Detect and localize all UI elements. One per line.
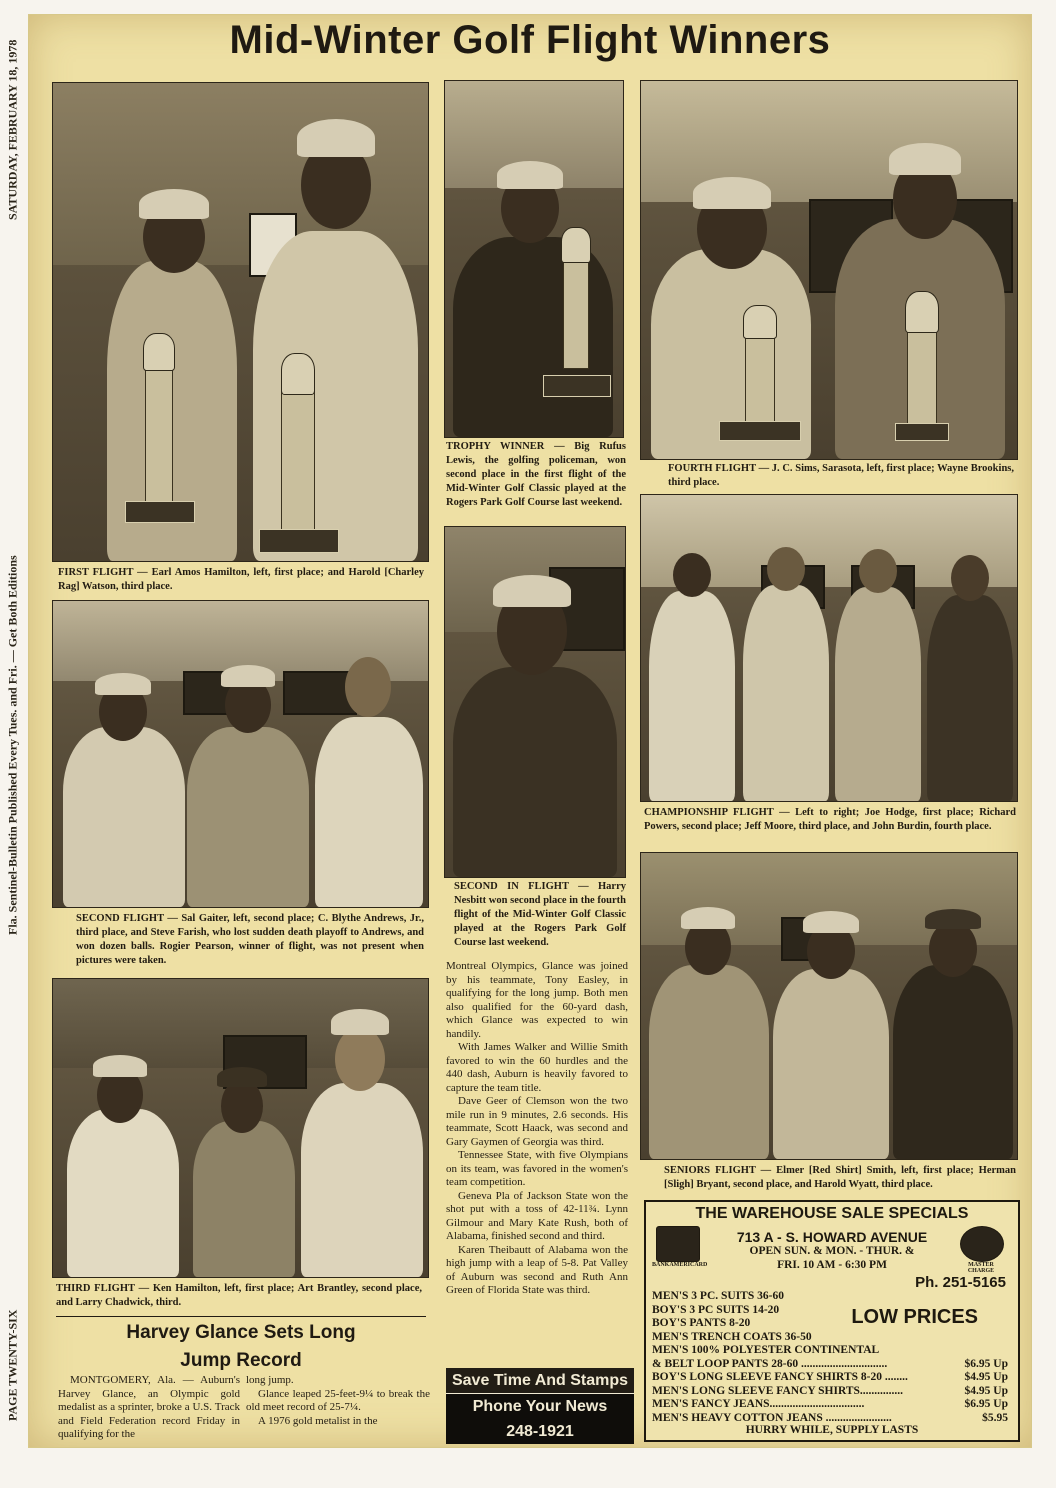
ad-item: BOY'S 3 PC SUITS 14-20 <box>652 1303 780 1316</box>
photo-second-flight <box>52 600 429 908</box>
caption-third-flight: THIRD FLIGHT — Ken Hamilton, left, first place; Art Brantley, second place, and Larry Chadwick, third. <box>56 1283 422 1308</box>
photo-fourth-flight <box>640 80 1018 460</box>
caption-second-flight: SECOND FLIGHT — Sal Gaiter, left, second place; C. Blythe Andrews, Jr., third place, and Steve Farish, who lost sudden death playoff to Andrews, and won dozen balls. Rogier Pearson, winner of flight, was not present when pictures were taken. <box>76 913 424 966</box>
ad-item: BOY'S PANTS 8-20 <box>652 1317 751 1329</box>
caption-seniors-flight: SENIORS FLIGHT — Elmer [Red Shirt] Smith, left, first place; Herman [Sligh] Bryant, second place, and Harold Wyatt, third place. <box>664 1165 1016 1190</box>
ad-item-label: MEN'S FANCY JEANS................................. <box>652 1398 865 1410</box>
ad-item-priced <box>652 1358 1008 1372</box>
caption-fourth-flight: FOURTH FLIGHT — J. C. Sims, Sarasota, left, first place; Wayne Brookins, third place. <box>668 463 1014 488</box>
publication-line: Fla. Sentinel-Bulletin Published Every Tues. and Fri. — Get Both Editions <box>5 555 20 935</box>
article-paragraph: Glance leaped 25-feet-9¼ to break the old meet record of 25-7¼. <box>246 1387 430 1413</box>
caption-championship-flight: CHAMPIONSHIP FLIGHT — Left to right; Joe Hodge, first place; Richard Powers, second place; Jeff Moore, third place, and John Burdin, fourth place. <box>644 807 1016 832</box>
ad-phone: Ph. 251-5165 <box>915 1274 1006 1291</box>
ad-low-prices: LOW PRICES <box>851 1306 978 1328</box>
ad-item: MEN'S TRENCH COATS 36-50 <box>652 1330 812 1343</box>
article-headline-line2: Jump Record <box>180 1350 302 1371</box>
photo-third-flight <box>52 978 429 1278</box>
master-charge-label: MASTER CHARGE <box>967 1262 995 1274</box>
article-paragraph: long jump. <box>246 1374 294 1386</box>
ad-item-priced <box>652 1371 1008 1385</box>
article-headline <box>56 1316 426 1375</box>
promo-box <box>446 1368 634 1444</box>
caption-second-in-flight: SECOND IN FLIGHT — Harry Nesbitt won second place in the fourth flight of the Mid-Winter Golf Classic played at the Rogers Park Golf Course last weekend. <box>454 881 626 948</box>
article-paragraph: Geneva Pla of Jackson State won the shot put with a toss of 42-11¾. Lynn Gilmour and Mary Kate Rush, both of Alabama, finished second and third. <box>446 1189 628 1242</box>
promo-line-3: 248-1921 <box>506 1423 574 1440</box>
promo-line-2: Phone Your News <box>472 1398 608 1415</box>
warehouse-sale-ad <box>644 1200 1020 1442</box>
ad-item-list <box>652 1290 1008 1425</box>
article-paragraph: Dave Geer of Clemson won the two mile run in 9 minutes, 2.6 seconds. His teammate, Scott Haack, was second and Gary Gaymen of Georgia was third. <box>446 1095 628 1148</box>
ad-item-priced <box>652 1412 1008 1426</box>
article-column-2 <box>246 1374 430 1428</box>
caption-trophy-winner: TROPHY WINNER — Big Rufus Lewis, the golfing policeman, won second place in the first flight of the Mid-Winter Golf Classic played at the Rogers Park Golf Course last weekend. <box>446 441 626 508</box>
ad-address: 713 A - S. HOWARD AVENUE <box>736 1229 928 1245</box>
ad-item-label: MEN'S LONG SLEEVE FANCY SHIRTS............... <box>652 1384 904 1397</box>
ad-item: MEN'S 3 PC. SUITS 36-60 <box>652 1290 784 1302</box>
ad-item-price: $6.95 Up <box>964 1398 1008 1410</box>
article-paragraph: MONTGOMERY, Ala. — Auburn's Harvey Glance, an Olympic gold medalist as a sprinter, broke a U.S. Track and Field Federation record Friday in qualifying for the <box>58 1374 240 1440</box>
photo-first-flight <box>52 82 429 562</box>
ad-address-block <box>726 1230 938 1272</box>
article-continued <box>446 960 628 1298</box>
ad-title: THE WAREHOUSE SALE SPECIALS <box>695 1205 969 1222</box>
page-headline: Mid-Winter Golf Flight Winners <box>229 18 831 62</box>
ad-footer: HURRY WHILE, SUPPLY LASTS <box>745 1424 919 1436</box>
ad-item-price: $4.95 Up <box>964 1371 1008 1383</box>
photo-championship-flight <box>640 494 1018 802</box>
article-headline-line1: Harvey Glance Sets Long <box>126 1322 356 1343</box>
ad-item-price: $5.95 <box>982 1411 1008 1424</box>
bankamericard-logo <box>656 1226 700 1262</box>
ad-item-priced <box>652 1385 1008 1399</box>
article-paragraph: Montreal Olympics, Glance was joined by his teammate, Tony Easley, in qualifying for the long jump. Both men also qualified for the 60-yard dash, which Glance was expected to win handily. <box>446 960 628 1040</box>
ad-item: MEN'S 100% POLYESTER CONTINENTAL <box>652 1344 880 1356</box>
ad-hours-2: FRI. 10 AM - 6:30 PM <box>777 1259 887 1271</box>
article-paragraph: A 1976 gold metalist in the <box>258 1414 378 1427</box>
ad-hours-1: OPEN SUN. & MON. - THUR. & <box>749 1245 915 1257</box>
bankamericard-label: BANKAMERICARD <box>652 1262 708 1268</box>
promo-line-1: Save Time And Stamps <box>446 1368 634 1394</box>
ad-item-price: $6.95 Up <box>964 1357 1008 1370</box>
photo-seniors-flight <box>640 852 1018 1160</box>
ad-item-label: MEN'S HEAVY COTTON JEANS ....................... <box>652 1411 892 1424</box>
date-line: SATURDAY, FEBRUARY 18, 1978 <box>5 39 20 221</box>
photo-second-in-flight <box>444 526 626 878</box>
article-paragraph: Karen Theibautt of Alabama won the high jump with a leap of 5-8. Pat Valley of Auburn was second and Ruth Ann Green of Florida State was third. <box>446 1243 628 1296</box>
master-charge-logo <box>960 1226 1004 1262</box>
article-paragraph: With James Walker and Willie Smith favored to win the 60 hurdles and the 440 dash, Auburn is heavily favored to capture the team title. <box>446 1041 628 1094</box>
ad-item-price: $4.95 Up <box>964 1384 1008 1397</box>
page-label: PAGE TWENTY-SIX <box>5 1309 20 1421</box>
article-column-1 <box>58 1374 240 1442</box>
photo-trophy-winner <box>444 80 624 438</box>
ad-item-priced <box>652 1398 1008 1412</box>
ad-item-label: & BELT LOOP PANTS 28-60 .............................. <box>652 1357 888 1370</box>
article-paragraph: Tennessee State, with five Olympians on its team, was favored in the women's team competition. <box>446 1149 628 1188</box>
ad-item-label: BOY'S LONG SLEEVE FANCY SHIRTS 8-20 ........ <box>652 1371 908 1383</box>
caption-first-flight: FIRST FLIGHT — Earl Amos Hamilton, left, first place; and Harold [Charley Rag] Watson, third place. <box>58 567 424 592</box>
